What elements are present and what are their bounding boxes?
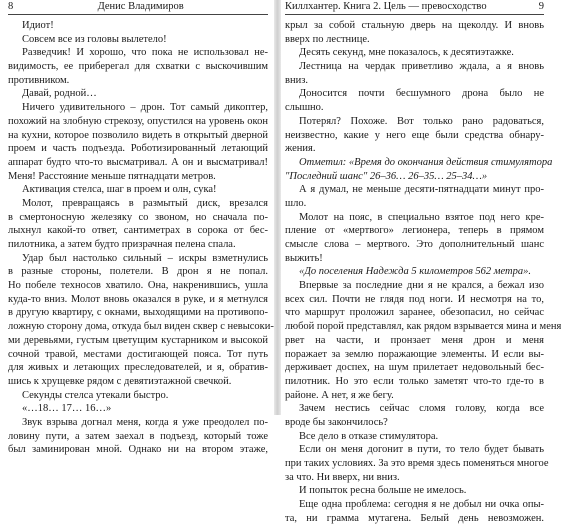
running-head-author: Денис Владимиров <box>97 1 184 12</box>
page-number: 9 <box>538 1 544 12</box>
text-line: на кухни, которое позволило видеть в открытый дверной <box>8 129 268 141</box>
text-line: А я думал, не меньше десяти-пятнадцати минут про- <box>299 184 544 196</box>
text-line: шло. <box>285 197 307 209</box>
text-line: Удар был настолько сильный – искры взметнулись <box>22 252 268 264</box>
text-line: шись к хрущевке рядом с девятиэтажной свечкой. <box>8 375 232 387</box>
text-line: «…18… 17… 16…» <box>22 403 112 415</box>
text-line: вверх по лестнице. <box>285 33 370 45</box>
text-line: рвет на части, и пронзает меня дрон и меня <box>285 334 544 346</box>
text-line: Еще одна проблема: сегодня я не добыл ни очка опы- <box>299 499 544 511</box>
text-line: что маршрут проложил заранее, обезопасил, но сейчас <box>285 307 544 319</box>
text-line: Впервые за последние дни я не крался, а бежал изо <box>299 280 544 292</box>
text-line: любой порой представлял, как рядом взрывается мина и меня <box>285 321 561 333</box>
text-line: Все дело в отказе стимулятора. <box>299 430 439 442</box>
text-line: Секунды стелса утекали быстро. <box>22 389 169 401</box>
text-line: противником. <box>8 74 70 86</box>
text-line: Зачем нестись сейчас сломя голову, когда все <box>299 403 544 415</box>
right-page <box>281 0 561 524</box>
left-page-header <box>8 0 268 15</box>
text-line: Десять секунд, мне показалось, к десятиэтажке. <box>299 47 514 59</box>
running-head-title: Киллхантер. Книга 2. Цель — превосходство <box>285 1 487 12</box>
text-line: пилотник. Но это если только заметят что-то где-то в <box>285 375 544 387</box>
left-page-text <box>8 15 274 457</box>
text-line: Активация стелса, шаг в проем и олн, сука! <box>22 184 217 196</box>
text-line: Потерял? Похоже. Вот только рано радоваться, <box>299 115 544 127</box>
text-line: неизвестно, какие у него еще были средства обнару- <box>285 129 544 141</box>
text-line: Звук взрыва догнал меня, когда я уже преодолел по- <box>22 416 268 428</box>
text-line: Отметил: «Время до окончания действия стимулятора <box>299 156 553 168</box>
text-line: в смертоносную железяку со звоном, но сначала по- <box>8 211 268 223</box>
text-line: видимость, ее приберегал для схватки с выскочившим <box>8 61 268 73</box>
text-line: сочной травой, местами достигающей пояса. Тот путь <box>8 348 268 360</box>
text-line: слышно. <box>285 102 324 114</box>
text-line: районе. А нет, я же бегу. <box>285 389 394 401</box>
text-line: Меня! Расстояние меньше пятнадцати метров. <box>8 170 216 182</box>
text-line: ми деревьями, густым цветущим кустарником и высокой <box>8 334 268 346</box>
text-line: в другую квартиру, с окнами, выходящими на противопо- <box>8 307 268 319</box>
text-line: вниз. <box>285 74 308 86</box>
text-line: Лестница на чердак приветливо ждала, а я вновь <box>299 61 544 73</box>
text-line: пление от «мертвого» легионера, теперь в прямом <box>285 225 544 237</box>
text-line: Идиот! <box>22 20 54 31</box>
text-line: в разные стороны, полетели. В дрон я не попал. <box>8 266 268 278</box>
right-page-header <box>285 0 544 15</box>
right-page-text <box>285 15 561 525</box>
text-line: вроде бы закончилось? <box>285 416 388 428</box>
page-gutter <box>274 0 281 415</box>
text-line: похожий на злобную стрекозу, опустился на уровень окон <box>8 115 268 127</box>
text-line: ловину пути, а затем заехал в подъезд, который тоже <box>8 430 268 442</box>
text-line: Разведчик! И хорошо, что пока не использовал не- <box>22 47 268 59</box>
text-line: Давай, родной… <box>22 88 97 100</box>
text-line: для живых и летающих преследователей, и я, обратив- <box>8 362 268 374</box>
left-page <box>0 0 274 456</box>
text-line: был заминирован мной. Однако ни на втором этаже, <box>8 444 268 456</box>
text-line: выжить! <box>285 252 323 264</box>
text-line: поражает за землю поражающие элементы. И если вы- <box>285 348 544 360</box>
page-number: 8 <box>8 1 14 12</box>
text-line: Доносится почти бесшумного дрона было не <box>299 88 544 100</box>
text-line: Молот, превращаясь в размытый диск, врезался <box>22 197 268 209</box>
text-line: при таких условиях. За это время здесь поменяться многое <box>285 458 549 469</box>
text-line: Совсем все из головы вылетело! <box>22 33 167 45</box>
text-line: ложную сторону дома, откуда был виден сквер с невысоки- <box>8 321 274 333</box>
text-line: аппарат будто что-то высматривал. А он и высматривал! <box>8 156 268 168</box>
text-line: пилотника, а затем будто призрачная пелена спала. <box>8 239 236 250</box>
text-line: «До поселения Надежда 5 километров 562 метра». <box>299 266 531 278</box>
text-line: смысле слова – мертвого. Это дополнительный шанс <box>285 239 544 250</box>
text-line: крыл за собой стальную дверь на щеколду. И вновь <box>285 20 544 31</box>
text-line: Если он меня догонит в пути, то тело будет бывать <box>299 444 544 456</box>
text-line: И попыток ресна больше не имелось. <box>299 485 467 497</box>
text-line: всех сил. Почти не глядя под ноги. И несмотря на то, <box>285 293 544 305</box>
text-line: Молот на пояс, в специально взятое под него кре- <box>299 211 544 223</box>
text-line: за что. Ни вверх, ни вниз. <box>285 471 400 483</box>
text-line: лыхнул какой-то ответ, сантиметрах в сорока от бес- <box>8 225 268 237</box>
text-line: та, ни грамма мутагена. Белый день невозможен. <box>285 512 544 524</box>
text-line: держивает доспех, на шум прилетает недовольный бес- <box>285 362 544 374</box>
text-line: жения. <box>285 143 316 155</box>
text-line: "Последний шанс" 26–36… 26–35… 25–34…» <box>285 170 488 182</box>
text-line: куда-то вниз. Молот вновь оказался в руке, и я метнулся <box>8 293 268 305</box>
text-line: Ничего удивительного – дрон. Тот самый дикоптер, <box>22 102 268 114</box>
text-line: Но побеле техносов хватило. Она, накренившись, ушла <box>8 280 268 292</box>
text-line: проем и часть подъезда. Роботизированный летающий <box>8 143 268 155</box>
